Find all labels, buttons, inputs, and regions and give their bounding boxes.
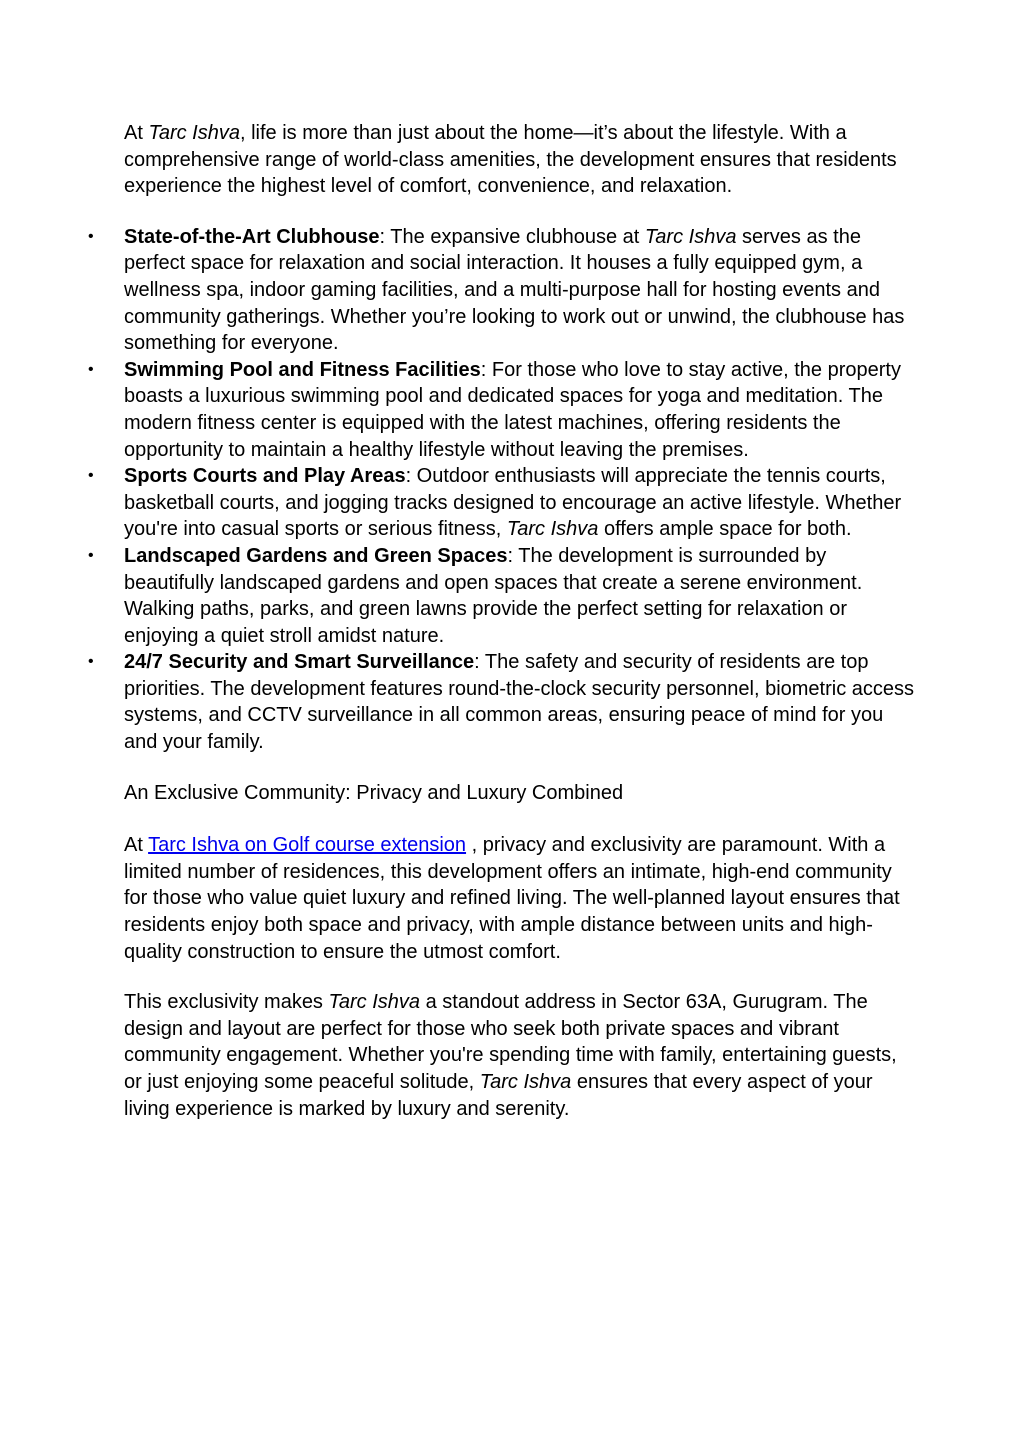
tarc-ishva-link[interactable]: Tarc Ishva on Golf course extension xyxy=(148,834,467,857)
list-item: • Swimming Pool and Fitness Facilities: For those who love to stay active, the property boasts a luxurious swimming pool and dedicated spaces for yoga and meditation. The modern fitness center is equipped with the latest machines, offering residents the opportunity to maintain a healthy lifestyle without leaving the premises. xyxy=(88,358,901,461)
bullet-icon: • xyxy=(88,546,94,564)
list-item: • State-of-the-Art Clubhouse: The expansive clubhouse at Tarc Ishva serves as the perfect space for relaxation and social interaction. It houses a fully equipped gym, a wellness spa, indoor gaming facilities, and a multi-purpose hall for hosting events and community gatherings. Whether you’re looking to work out or unwind, the clubhouse has something for everyone. xyxy=(88,225,905,355)
section-heading: An Exclusive Community: Privacy and Luxury Combined xyxy=(124,781,624,804)
brand-name: Tarc Ishva xyxy=(148,122,240,144)
list-item: • 24/7 Security and Smart Surveillance: The safety and security of residents are top priorities. The development features round-the-clock security personnel, biometric access systems, and CCTV surveillance in all common areas, ensuring peace of mind for you and your family. xyxy=(88,651,914,754)
amenities-list xyxy=(88,224,914,756)
amenity-title: Swimming Pool and Fitness Facilities xyxy=(124,358,481,381)
bullet-icon: • xyxy=(88,360,94,378)
amenity-title: 24/7 Security and Smart Surveillance xyxy=(124,651,475,674)
bullet-icon: • xyxy=(88,227,94,245)
bullet-icon: • xyxy=(88,653,94,671)
amenity-title: Sports Courts and Play Areas xyxy=(124,465,406,488)
document-page xyxy=(88,120,914,1146)
list-item: • Landscaped Gardens and Green Spaces: The development is surrounded by beautifully landscaped gardens and open spaces that create a serene environment. Walking paths, parks, and green lawns provide the perfect setting for relaxation or enjoying a quiet stroll amidst nature. xyxy=(88,544,863,647)
amenity-title: Landscaped Gardens and Green Spaces xyxy=(124,544,508,567)
amenity-title: State-of-the-Art Clubhouse xyxy=(124,225,380,248)
brand-name: Tarc Ishva xyxy=(328,991,421,1014)
brand-name: Tarc Ishva xyxy=(479,1071,572,1093)
brand-name: Tarc Ishva xyxy=(644,225,737,248)
closing-paragraph: This exclusivity makes Tarc Ishva a standout address in Sector 63A, Gurugram. The design and layout are perfect for those who seek both private spaces and vibrant community engagement. Whether you're spending time with family, entertaining guests, or just enjoying some peaceful solitude, Tarc Ishva ensures that every aspect of your living experience is marked by luxury and serenity. xyxy=(124,991,897,1120)
brand-name: Tarc Ishva xyxy=(506,518,599,541)
exclusive-paragraph: At Tarc Ishva on Golf course extension , privacy and exclusivity are paramount. With a limited number of residences, this development offers an intimate, high-end community for those who value quiet luxury and refined living. The well-planned layout ensures that residents enjoy both space and privacy, with ample distance between units and high-quality construction to ensure the utmost comfort. xyxy=(124,834,900,963)
bullet-icon: • xyxy=(88,467,94,485)
intro-paragraph: At Tarc Ishva, life is more than just about the home—it’s about the lifestyle. With a comprehensive range of world-class amenities, the development ensures that residents experience the highest level of comfort, convenience, and relaxation. xyxy=(124,122,897,198)
list-item: • Sports Courts and Play Areas: Outdoor enthusiasts will appreciate the tennis courts, basketball courts, and jogging tracks designed to encourage an active lifestyle. Whether you're into casual sports or serious fitness, Tarc Ishva offers ample space for both. xyxy=(88,465,902,541)
